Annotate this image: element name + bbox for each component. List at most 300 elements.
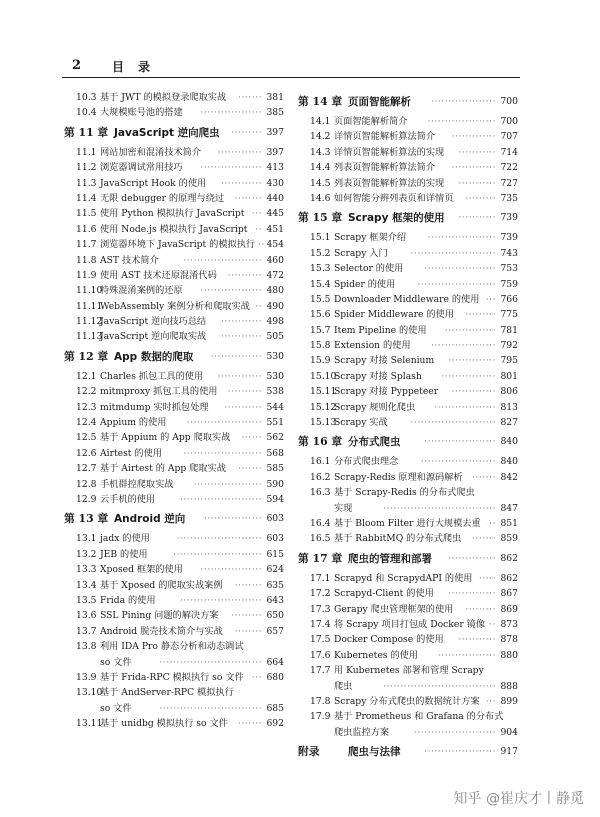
toc-entry-row[interactable] <box>298 571 518 586</box>
page-number-ref: 385 <box>266 107 284 119</box>
section-title: 使用 Node.js 模拟执行 JavaScript <box>100 223 248 235</box>
page-number-ref: 381 <box>266 92 284 103</box>
toc-entry-row[interactable] <box>64 90 284 105</box>
toc-entry-row[interactable] <box>64 299 284 314</box>
section-number: 16.5 <box>310 533 331 545</box>
toc-entry-row[interactable] <box>298 246 518 261</box>
section-title-continued: 爬虫监控方案 <box>334 726 390 738</box>
section-title: 分布式爬虫理念 <box>334 456 399 468</box>
dot-leader: ························ <box>179 594 262 606</box>
chapter-number: 第 13 章 <box>64 512 109 526</box>
section-number: 13.1 <box>76 533 97 545</box>
dot-leader: ······················· <box>183 447 262 459</box>
page-number-ref: 460 <box>266 254 284 266</box>
toc-chapter-row[interactable] <box>298 90 518 114</box>
dot-leader: ···················· <box>427 116 496 127</box>
toc-entry-row[interactable] <box>64 253 284 268</box>
section-number: 17.9 <box>310 711 331 723</box>
page-number-ref: 878 <box>500 634 518 646</box>
toc-left-column <box>64 90 284 731</box>
section-number: 13.4 <box>76 579 97 591</box>
dot-leader: ··················· <box>431 96 496 107</box>
section-number: 12.6 <box>76 447 97 459</box>
toc-entry-row[interactable] <box>298 338 518 353</box>
page-number-ref: 739 <box>500 212 518 224</box>
section-number: 15.13 <box>310 417 337 429</box>
page-number-ref: 397 <box>266 126 284 138</box>
toc-entry-row[interactable] <box>64 608 284 623</box>
section-title: Android 脱壳技术简介与实战 <box>100 625 223 637</box>
toc-entry-row[interactable] <box>298 323 518 338</box>
dot-leader: ········· <box>465 192 496 204</box>
section-title: 基于 AndServer-RPC 模拟执行 <box>100 687 234 699</box>
page-number-ref: 440 <box>266 192 284 204</box>
toc-entry-row[interactable] <box>298 485 518 516</box>
page-number-ref: 795 <box>500 355 518 367</box>
section-number: 13.6 <box>76 610 97 622</box>
toc-entry-row[interactable] <box>64 145 284 160</box>
toc-entry-row[interactable] <box>298 160 518 175</box>
chapter-title: 分布式爬虫 <box>348 436 401 449</box>
page-number-ref: 451 <box>266 223 284 235</box>
section-number: 13.3 <box>76 564 97 576</box>
section-number: 11.5 <box>76 208 97 220</box>
page-number-ref: 917 <box>500 746 518 758</box>
toc-entry-row[interactable] <box>298 709 518 740</box>
dot-leader: ·················· <box>200 285 262 297</box>
dot-leader: ·················· <box>200 107 262 119</box>
dot-leader: ········· <box>231 126 262 138</box>
chapter-title: JavaScript 逆向爬虫 <box>114 126 220 139</box>
section-title: Selector 的使用 <box>334 263 404 275</box>
section-number: 15.3 <box>310 263 331 275</box>
section-number: 13.2 <box>76 548 97 560</box>
section-number: 15.4 <box>310 278 331 290</box>
section-number: 11.11 <box>76 300 103 312</box>
toc-entry-row[interactable] <box>64 716 284 731</box>
toc-entry-row[interactable] <box>298 632 518 647</box>
toc-entry-row[interactable] <box>64 268 284 283</box>
dot-leader: ······················· <box>183 254 262 266</box>
page-number-ref: 707 <box>500 131 518 143</box>
section-number: 12.4 <box>76 417 97 429</box>
toc-entry-row[interactable] <box>298 516 518 531</box>
section-title: 手机群控爬取实战 <box>100 478 174 490</box>
toc-entry-row[interactable] <box>64 477 284 492</box>
section-number: 13.10 <box>76 687 103 699</box>
section-number: 12.7 <box>76 463 97 475</box>
toc-entry-row[interactable] <box>298 384 518 399</box>
dot-leader: ····················· <box>424 263 496 275</box>
dot-leader: ········· <box>465 603 496 615</box>
page-number-ref: 624 <box>266 564 284 576</box>
section-title: Scrapy 入门 <box>334 247 388 259</box>
section-number: 12.9 <box>76 493 97 505</box>
toc-entry-row[interactable] <box>64 105 284 120</box>
toc-entry-row[interactable] <box>64 593 284 608</box>
section-title: SSL Pining 问题的解决方案 <box>100 610 219 622</box>
section-number: 12.1 <box>76 370 97 382</box>
dot-leader: ·············· <box>448 552 496 564</box>
page-number-ref: 635 <box>266 579 284 591</box>
section-title: Scrapy 规则化爬虫 <box>334 401 416 413</box>
section-title: Scrapyd 和 ScrapydAPI 的使用 <box>334 572 473 584</box>
section-title: 浏览器环境下 JavaScript 的模拟执行 <box>100 239 256 251</box>
page-number-ref: 445 <box>266 208 284 220</box>
page-number-ref: 862 <box>500 552 518 564</box>
section-title: 基于 Xposed 的爬取实战案例 <box>100 579 223 591</box>
page-number-ref: 888 <box>500 680 518 692</box>
page-number-ref: 650 <box>266 610 284 622</box>
dot-leader: ······················ <box>186 417 262 429</box>
section-title: Airtest 的使用 <box>100 447 162 459</box>
section-number: 14.1 <box>310 116 331 127</box>
section-number: 11.7 <box>76 239 97 251</box>
page-number-ref: 657 <box>266 625 284 637</box>
running-header-title: 目录 <box>112 60 165 74</box>
toc-entry-row[interactable] <box>64 446 284 461</box>
section-title: Xposed 框架的使用 <box>100 564 183 576</box>
section-title: Scrapyd-Client 的使用 <box>334 588 434 600</box>
toc-entry-row[interactable] <box>64 283 284 298</box>
toc-entry-row[interactable] <box>298 694 518 709</box>
toc-entry-row[interactable] <box>64 547 284 562</box>
section-number: 15.11 <box>310 386 337 398</box>
section-title: 用 Kubernetes 部署和管理 Scrapy <box>334 665 484 677</box>
section-title: Scrapy 对接 Splash <box>334 370 422 382</box>
toc-chapter-row[interactable] <box>298 547 518 571</box>
toc-chapter-row[interactable] <box>64 121 284 145</box>
dot-leader: ················· <box>203 513 262 525</box>
dot-leader: ·· <box>489 618 496 630</box>
dot-leader: ······· <box>238 92 262 103</box>
dot-leader: ································· <box>383 502 496 514</box>
toc-entry-row[interactable] <box>64 415 284 430</box>
dot-leader: ························ <box>413 726 496 738</box>
section-title: Downloader Middleware 的使用 <box>334 293 480 305</box>
toc-entry-row[interactable] <box>64 237 284 252</box>
toc-entry-row[interactable] <box>298 663 518 694</box>
page-number-ref: 873 <box>500 618 518 630</box>
section-title: jadx 的使用 <box>100 533 150 545</box>
section-title: Scrapy 对接 Selenium <box>334 355 435 367</box>
page-number-ref: 551 <box>266 417 284 429</box>
dot-leader: ······························ <box>159 656 262 668</box>
section-title: 特殊混淆案例的还原 <box>100 285 183 297</box>
dot-leader: ····· <box>478 572 496 584</box>
dot-leader: ······················· <box>417 278 496 290</box>
dot-leader: ·············· <box>448 588 496 600</box>
dot-leader: ··· <box>251 671 262 683</box>
section-title: 云手机的使用 <box>100 493 156 505</box>
section-title: JavaScript 逆向技巧总结 <box>100 316 207 328</box>
toc-entry-row[interactable] <box>298 261 518 276</box>
page-number-ref: 454 <box>266 239 284 251</box>
section-number: 15.12 <box>310 401 337 413</box>
dot-leader: ·········· <box>227 386 262 398</box>
section-number: 17.4 <box>310 618 331 630</box>
dot-leader: ········ <box>234 625 262 637</box>
page-number-ref: 413 <box>266 162 284 174</box>
section-title-continued: so 文件 <box>100 656 132 668</box>
section-number: 11.10 <box>76 285 103 297</box>
section-number: 15.5 <box>310 293 331 305</box>
dot-leader: ············· <box>451 131 496 143</box>
page-number: 2 <box>72 58 82 73</box>
section-number: 11.3 <box>76 177 97 189</box>
section-number: 10.4 <box>76 107 97 119</box>
section-title: 基于 Frida-RPC 模拟执行 so 文件 <box>100 671 244 683</box>
page-number-ref: 766 <box>500 293 518 305</box>
toc-entry-row[interactable] <box>64 206 284 221</box>
section-title: Scrapy 框架介绍 <box>334 232 407 244</box>
section-title: 基于 Appium 的 App 爬取实战 <box>100 432 231 444</box>
dot-leader: ································· <box>383 680 496 692</box>
toc-entry-row[interactable] <box>64 176 284 191</box>
toc-entry-row[interactable] <box>298 531 518 546</box>
page-number-ref: 700 <box>500 96 518 107</box>
dot-leader: ················· <box>437 649 496 661</box>
dot-leader: ··········· <box>224 401 262 413</box>
section-number: 16.4 <box>310 518 331 529</box>
section-number: 11.13 <box>76 331 103 343</box>
section-title: Charles 抓包工具的使用 <box>100 370 204 382</box>
page-number-ref: 530 <box>266 350 284 362</box>
section-title: Spider Middleware 的使用 <box>334 309 454 321</box>
dot-leader: ·· <box>255 223 262 235</box>
section-title: JEB 的使用 <box>100 548 148 560</box>
section-number: 13.5 <box>76 594 97 606</box>
section-number: 15.1 <box>310 232 331 244</box>
section-number: 17.5 <box>310 634 331 646</box>
page-number-ref: 792 <box>500 340 518 352</box>
dot-leader: ························· <box>410 417 496 429</box>
toc-entry-row[interactable] <box>64 624 284 639</box>
dot-leader: ······ <box>241 432 262 444</box>
page-number-ref: 847 <box>500 502 518 514</box>
watermark: 知乎 @崔庆才丨静觅 <box>453 791 584 807</box>
section-title: Kubernetes 的使用 <box>334 649 418 661</box>
dot-leader: ······························ <box>159 702 262 714</box>
section-number: 17.8 <box>310 695 331 707</box>
toc-entry-row[interactable] <box>298 353 518 368</box>
section-title: 基于 RabbitMQ 的分布式爬虫 <box>334 533 462 545</box>
section-number: 14.4 <box>310 162 331 174</box>
section-number: 14.3 <box>310 146 331 158</box>
page-number-ref: 603 <box>266 513 284 525</box>
toc-entry-row[interactable] <box>64 314 284 329</box>
dot-leader: ·· <box>258 239 265 251</box>
toc-entry-row[interactable] <box>298 415 518 430</box>
dot-leader: ·················· <box>200 564 262 576</box>
dot-leader: ············ <box>220 177 262 189</box>
toc-entry-row[interactable] <box>298 114 518 129</box>
section-title: 基于 JWT 的模拟登录爬取实战 <box>100 92 227 103</box>
dot-leader: ·················· <box>200 162 262 174</box>
chapter-title: App 数据的爬取 <box>114 350 194 363</box>
section-title: 网站加密和混淆技术简介 <box>100 146 202 158</box>
toc-entry-row[interactable] <box>298 191 518 206</box>
section-number: 16.1 <box>310 456 331 468</box>
section-title: 大规模账号池的搭建 <box>100 107 183 119</box>
page-number-ref: 480 <box>266 285 284 297</box>
page-number-ref: 643 <box>266 594 284 606</box>
section-number: 11.12 <box>76 316 103 328</box>
toc-entry-row[interactable] <box>298 129 518 144</box>
toc-entry-row[interactable] <box>298 307 518 322</box>
page-number-ref: 505 <box>266 331 284 343</box>
section-title: Item Pipeline 的使用 <box>334 324 427 336</box>
toc-entry-row[interactable] <box>64 685 284 716</box>
section-number: 14.5 <box>310 177 331 189</box>
dot-leader: ············· <box>217 370 262 382</box>
dot-leader: ····················· <box>424 746 496 758</box>
dot-leader: ··· <box>485 695 496 707</box>
section-number: 15.8 <box>310 340 331 352</box>
toc-entry-row[interactable] <box>298 454 518 469</box>
page-number-ref: 801 <box>500 370 518 382</box>
toc-chapter-row[interactable] <box>298 206 518 230</box>
toc-chapter-row[interactable] <box>64 345 284 369</box>
toc-entry-row[interactable] <box>298 648 518 663</box>
dot-leader: ········ <box>234 192 262 204</box>
chapter-number: 附录 <box>298 745 320 759</box>
section-title: Extension 的使用 <box>334 340 411 352</box>
toc-entry-row[interactable] <box>64 578 284 593</box>
toc-entry-row[interactable] <box>298 145 518 160</box>
section-title: 基于 Scrapy-Redis 的分布式爬虫 <box>334 487 475 499</box>
toc-entry-row[interactable] <box>64 492 284 507</box>
page-number-ref: 585 <box>266 463 284 475</box>
section-number: 17.1 <box>310 572 331 584</box>
dot-leader: ··········· <box>458 177 496 189</box>
page-number-ref: 603 <box>266 533 284 545</box>
toc-entry-row[interactable] <box>298 617 518 632</box>
dot-leader: ··················· <box>431 340 496 352</box>
toc-chapter-row[interactable] <box>298 740 518 764</box>
toc-entry-row[interactable] <box>298 176 518 191</box>
toc-entry-row[interactable] <box>64 670 284 685</box>
toc-entry-row[interactable] <box>64 329 284 344</box>
section-number: 16.3 <box>310 487 331 499</box>
section-title: 详情页智能解析算法的实现 <box>334 146 445 158</box>
dot-leader: ········· <box>465 309 496 321</box>
toc-entry-row[interactable] <box>64 400 284 415</box>
page-number-ref: 680 <box>266 671 284 683</box>
page-number-ref: 743 <box>500 247 518 259</box>
page-number-ref: 700 <box>500 116 518 127</box>
section-title: AST 技术简介 <box>100 254 159 266</box>
dot-leader: ········ <box>234 579 262 591</box>
section-number: 11.9 <box>76 269 97 281</box>
toc-entry-row[interactable] <box>298 400 518 415</box>
page-number-ref: 397 <box>266 146 284 158</box>
toc-entry-row[interactable] <box>64 531 284 546</box>
page-number-ref: 430 <box>266 177 284 189</box>
toc-entry-row[interactable] <box>298 586 518 601</box>
dot-leader: ············· <box>451 386 496 398</box>
section-number: 12.3 <box>76 401 97 413</box>
toc-entry-row[interactable] <box>64 160 284 175</box>
page-number-ref: 714 <box>500 146 518 158</box>
dot-leader: ·· <box>489 518 496 529</box>
page-number-ref: 530 <box>266 370 284 382</box>
section-number: 15.9 <box>310 355 331 367</box>
toc-entry-row[interactable] <box>64 562 284 577</box>
page-number-ref: 472 <box>266 269 284 281</box>
dot-leader: ······· <box>472 533 496 545</box>
page-number-ref: 842 <box>500 471 518 483</box>
toc-entry-row[interactable] <box>64 384 284 399</box>
chapter-number: 第 16 章 <box>298 435 343 449</box>
page-number-ref: 851 <box>500 518 518 529</box>
toc-entry-row[interactable] <box>64 639 284 670</box>
toc-entry-row[interactable] <box>298 277 518 292</box>
section-title-continued: 实现 <box>334 502 353 514</box>
toc-entry-row[interactable] <box>64 191 284 206</box>
section-number: 17.7 <box>310 665 331 677</box>
section-title: 浏览器调试常用技巧 <box>100 162 183 174</box>
page-number-ref: 840 <box>500 436 518 448</box>
section-title: 基于 Airtest 的 App 爬取实战 <box>100 463 226 475</box>
section-title-continued: 爬虫 <box>334 680 353 692</box>
section-title: Frida 的使用 <box>100 594 156 606</box>
page-number-ref: 538 <box>266 386 284 398</box>
page-number-ref: 562 <box>266 432 284 444</box>
page-number-ref: 759 <box>500 278 518 290</box>
toc-entry-row[interactable] <box>64 369 284 384</box>
section-number: 12.2 <box>76 386 97 398</box>
dot-leader: ·········· <box>227 269 262 281</box>
section-title: 如何智能分辨列表页和详情页 <box>334 192 454 204</box>
toc-entry-row[interactable] <box>298 470 518 485</box>
page-number-ref: 753 <box>500 263 518 275</box>
dot-leader: ······················ <box>420 456 496 468</box>
toc-entry-row[interactable] <box>298 369 518 384</box>
header-rule <box>62 77 520 78</box>
page-number-ref: 840 <box>500 456 518 468</box>
chapter-number: 第 11 章 <box>64 125 109 139</box>
toc-entry-row[interactable] <box>64 461 284 476</box>
toc-entry-row[interactable] <box>298 602 518 617</box>
page-number-ref: 722 <box>500 162 518 174</box>
page-number-ref: 899 <box>500 695 518 707</box>
section-number: 13.11 <box>76 718 103 730</box>
toc-entry-row[interactable] <box>64 222 284 237</box>
section-title: 列表页智能解析算法简介 <box>334 162 436 174</box>
toc-entry-row[interactable] <box>298 230 518 245</box>
toc-chapter-row[interactable] <box>64 507 284 531</box>
page-number-ref: 664 <box>266 656 284 668</box>
page-number-ref: 867 <box>500 588 518 600</box>
chapter-title: 页面智能解析 <box>348 96 411 108</box>
dot-leader: ························· <box>410 247 496 259</box>
chapter-number: 第 14 章 <box>298 95 343 108</box>
page-number-ref: 685 <box>266 702 284 714</box>
toc-entry-row[interactable] <box>298 292 518 307</box>
page-number-ref: 869 <box>500 603 518 615</box>
dot-leader: ·· <box>255 300 262 312</box>
section-title: 页面智能解析简介 <box>334 116 408 127</box>
section-number: 11.8 <box>76 254 97 266</box>
section-number: 11.2 <box>76 162 97 174</box>
dot-leader: ··········· <box>458 634 496 646</box>
section-title: Scrapy 实战 <box>334 417 388 429</box>
page-number-ref: 568 <box>266 447 284 459</box>
dot-leader: ··············· <box>210 350 262 362</box>
toc-entry-row[interactable] <box>64 430 284 445</box>
toc-chapter-row[interactable] <box>298 430 518 454</box>
